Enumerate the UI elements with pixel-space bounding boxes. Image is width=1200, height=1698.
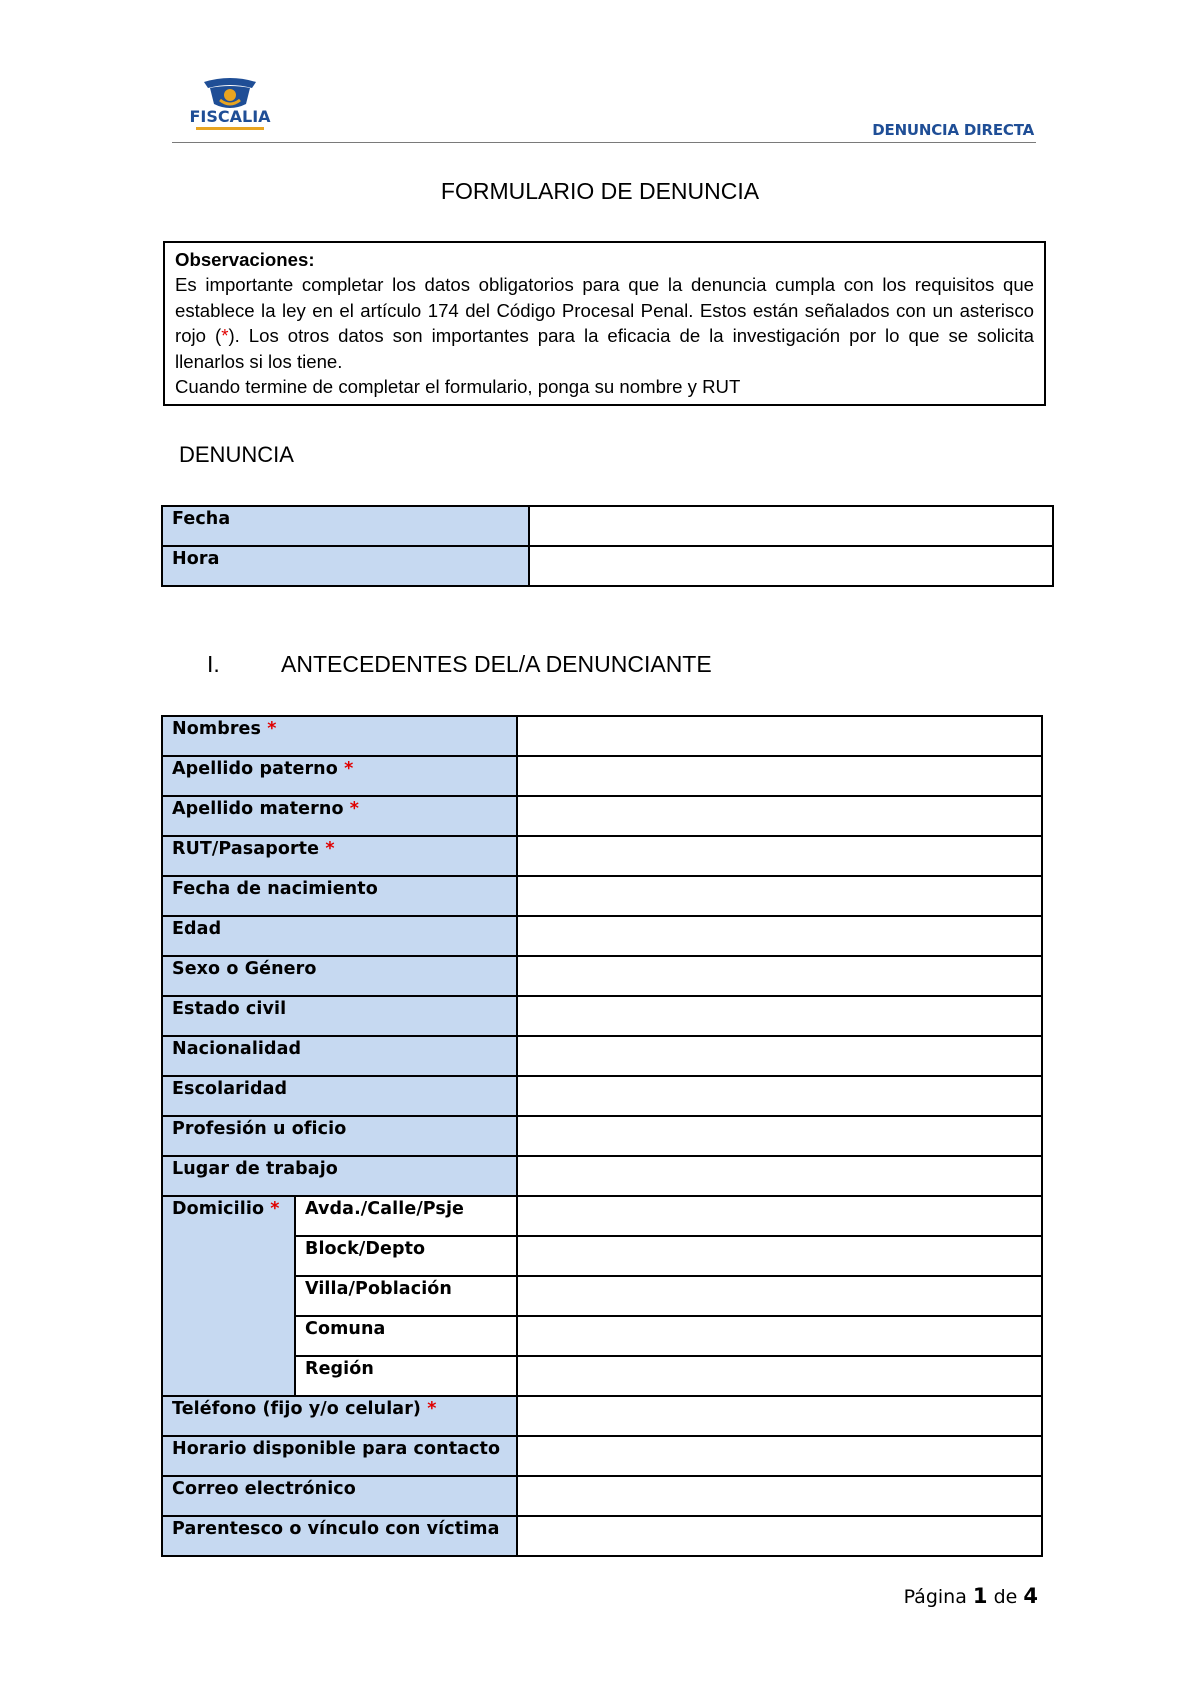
- rut-pasaporte-input[interactable]: [517, 836, 1042, 876]
- horario-disponible-para-contacto-input[interactable]: [517, 1436, 1042, 1476]
- observations-text-2: ). Los otros datos son importantes para la eficacia de la investigación por lo que se solicita llenarlos si los tiene.: [175, 325, 1034, 372]
- field-label-nombres: [162, 716, 517, 756]
- escolaridad-input[interactable]: [517, 1076, 1042, 1116]
- telefono-fijo-y-o-celular-input[interactable]: [517, 1396, 1042, 1436]
- estado-civil-input[interactable]: [517, 996, 1042, 1036]
- subfield-label-villa-poblacion: Villa/Población: [295, 1276, 517, 1316]
- section-number: I.: [207, 651, 220, 677]
- table-row: [162, 916, 1042, 956]
- field-label-text: Teléfono (fijo y/o celular): [172, 1399, 422, 1419]
- section-antecedentes-heading: [207, 651, 712, 678]
- table-row: [162, 1516, 1042, 1556]
- field-label-text: Escolaridad: [172, 1079, 288, 1099]
- field-label-text: Fecha de nacimiento: [172, 879, 378, 899]
- field-label-telefono-fijo-y-o-celular: [162, 1396, 517, 1436]
- field-label-text: Lugar de trabajo: [172, 1159, 338, 1179]
- field-label-fecha: Fecha: [162, 506, 529, 546]
- lugar-de-trabajo-input[interactable]: [517, 1156, 1042, 1196]
- subfield-label-region: Región: [295, 1356, 517, 1396]
- table-row: [162, 796, 1042, 836]
- domicilio-comuna-input[interactable]: [517, 1316, 1042, 1356]
- table-row: [162, 546, 1053, 586]
- nombres-input[interactable]: [517, 716, 1042, 756]
- apellido-paterno-input[interactable]: [517, 756, 1042, 796]
- fiscalia-emblem-icon: [180, 74, 280, 136]
- table-row: [162, 1156, 1042, 1196]
- field-label-rut-pasaporte: [162, 836, 517, 876]
- current-page: 1: [972, 1584, 988, 1608]
- denunciante-table: [161, 715, 1043, 1557]
- table-row: [162, 996, 1042, 1036]
- table-row: [162, 1076, 1042, 1116]
- required-asterisk: *: [325, 839, 335, 859]
- table-row: [162, 1036, 1042, 1076]
- profesion-u-oficio-input[interactable]: [517, 1116, 1042, 1156]
- field-label-sexo-o-genero: [162, 956, 517, 996]
- subfield-label-comuna: Comuna: [295, 1316, 517, 1356]
- table-row: [162, 1396, 1042, 1436]
- observations-text-1: Es importante completar los datos obligatorios para que la denuncia cumpla con los requisitos que establece la ley en el artículo 174 del Código Procesal Penal. Estos están señalados con un asterisco rojo (: [175, 274, 1034, 347]
- domicilio-region-input[interactable]: [517, 1356, 1042, 1396]
- field-label-domicilio: [162, 1196, 295, 1396]
- field-label-text: Apellido paterno: [172, 759, 338, 779]
- domicilio-villa-poblacion-input[interactable]: [517, 1276, 1042, 1316]
- required-asterisk: *: [349, 799, 360, 819]
- section-title: ANTECEDENTES DEL/A DENUNCIANTE: [281, 651, 712, 677]
- header-divider: [172, 142, 1036, 143]
- field-label-lugar-de-trabajo: [162, 1156, 517, 1196]
- required-asterisk: *: [427, 1399, 437, 1419]
- observations-text: [175, 272, 1034, 374]
- field-label-text: Horario disponible para contacto: [172, 1439, 501, 1459]
- logo-text: FISCALIA: [189, 107, 271, 126]
- field-label-text: Estado civil: [172, 999, 287, 1019]
- table-row: [162, 506, 1053, 546]
- field-label-fecha-de-nacimiento: [162, 876, 517, 916]
- denuncia-table: [161, 505, 1054, 587]
- form-title: FORMULARIO DE DENUNCIA: [440, 178, 760, 204]
- denuncia-heading: DENUNCIA: [179, 442, 294, 467]
- required-asterisk: *: [344, 759, 354, 779]
- domicilio-avda-calle-psje-input[interactable]: [517, 1196, 1042, 1236]
- observations-box: [163, 241, 1046, 406]
- field-label-escolaridad: [162, 1076, 517, 1116]
- page-number: [904, 1584, 1038, 1608]
- field-label-correo-electronico: [162, 1476, 517, 1516]
- required-asterisk: *: [267, 719, 277, 739]
- field-label-text: Nombres: [172, 719, 262, 739]
- edad-input[interactable]: [517, 916, 1042, 956]
- total-pages: 4: [1023, 1584, 1038, 1608]
- table-row: [162, 1116, 1042, 1156]
- fiscalia-logo: [180, 74, 280, 136]
- field-label-text: Domicilio: [172, 1199, 265, 1219]
- field-label-text: Edad: [172, 919, 222, 939]
- field-label-text: Correo electrónico: [172, 1479, 356, 1499]
- subfield-label-block-depto: Block/Depto: [295, 1236, 517, 1276]
- field-label-nacionalidad: [162, 1036, 517, 1076]
- subfield-label-avda-calle-psje: Avda./Calle/Psje: [295, 1196, 517, 1236]
- fecha-de-nacimiento-input[interactable]: [517, 876, 1042, 916]
- field-label-profesion-u-oficio: [162, 1116, 517, 1156]
- fecha-input[interactable]: [529, 506, 1053, 546]
- table-row: [162, 956, 1042, 996]
- field-label-estado-civil: [162, 996, 517, 1036]
- page-word: Página: [903, 1586, 967, 1608]
- domicilio-block-depto-input[interactable]: [517, 1236, 1042, 1276]
- field-label-parentesco-o-vinculo-con-victima: [162, 1516, 517, 1556]
- observations-last-line: Cuando termine de completar el formulario, ponga su nombre y RUT: [175, 376, 741, 398]
- nacionalidad-input[interactable]: [517, 1036, 1042, 1076]
- field-label-text: Profesión u oficio: [172, 1119, 347, 1139]
- field-label-text: Parentesco o vínculo con víctima: [172, 1519, 500, 1539]
- table-row: [162, 716, 1042, 756]
- required-asterisk: *: [270, 1199, 280, 1219]
- observations-heading: Observaciones:: [175, 249, 315, 270]
- field-label-apellido-materno: [162, 796, 517, 836]
- correo-electronico-input[interactable]: [517, 1476, 1042, 1516]
- field-label-horario-disponible-para-contacto: [162, 1436, 517, 1476]
- field-label-hora: Hora: [162, 546, 529, 586]
- apellido-materno-input[interactable]: [517, 796, 1042, 836]
- required-asterisk: *: [221, 325, 229, 347]
- field-label-apellido-paterno: [162, 756, 517, 796]
- table-row: [162, 1476, 1042, 1516]
- field-label-text: RUT/Pasaporte: [172, 839, 320, 859]
- field-label-text: Apellido materno: [172, 799, 344, 819]
- field-label-edad: [162, 916, 517, 956]
- sexo-o-genero-input[interactable]: [517, 956, 1042, 996]
- document-type-tag: DENUNCIA DIRECTA: [872, 121, 1034, 139]
- table-row: [162, 876, 1042, 916]
- table-row: [162, 836, 1042, 876]
- of-word: de: [993, 1586, 1018, 1608]
- table-row: [162, 1436, 1042, 1476]
- table-row: [162, 1196, 1042, 1236]
- table-row: [162, 756, 1042, 796]
- hora-input[interactable]: [529, 546, 1053, 586]
- field-label-text: Nacionalidad: [172, 1039, 302, 1059]
- field-label-text: Sexo o Género: [172, 959, 317, 979]
- parentesco-o-vinculo-con-victima-input[interactable]: [517, 1516, 1042, 1556]
